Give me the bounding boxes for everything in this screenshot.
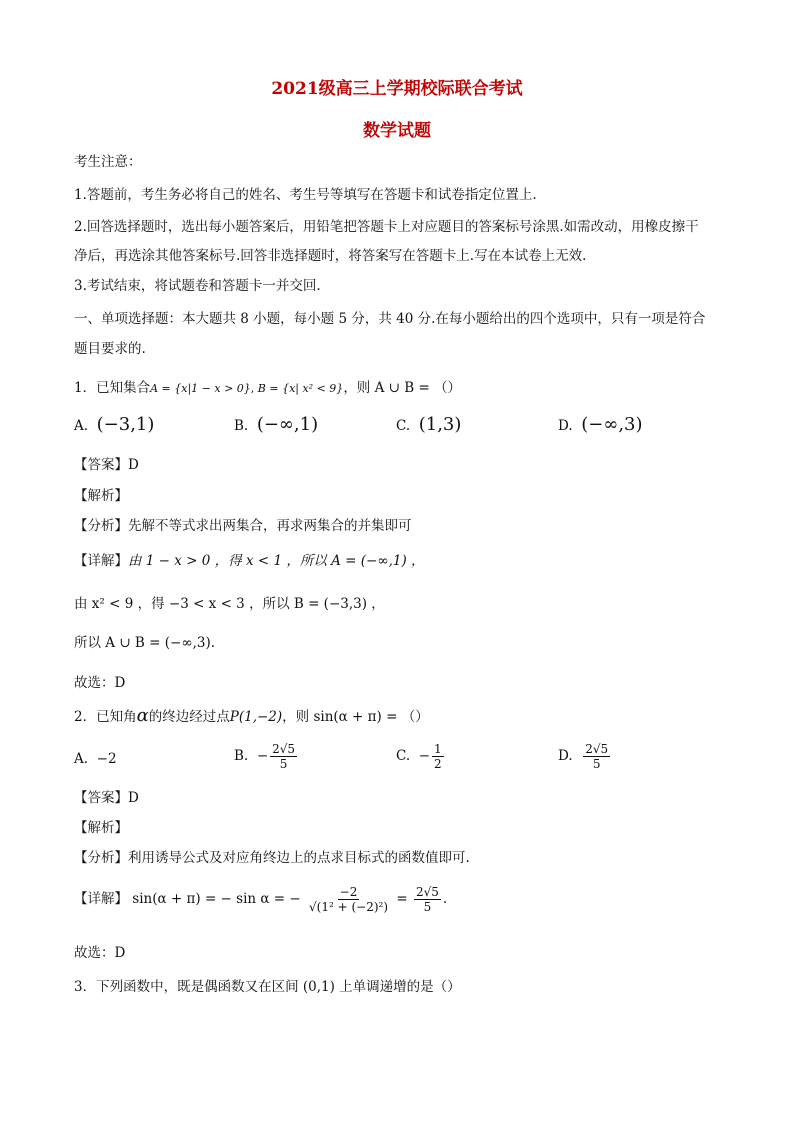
q1-detail-3: 所以 A ∪ B = (−∞,3). [74, 635, 216, 651]
question-1-ask: ，则 A ∪ B = （） [343, 380, 462, 396]
q1-option-c-value: (1,3) [418, 414, 462, 435]
notice-item-2-line-1: 2.回答选择题时，选出每小题答案后，用铅笔把答题卡上对应题目的答案标号涂黑.如需改动，用橡皮擦干 [74, 219, 699, 235]
q1-option-a-value: (−3,1) [96, 414, 155, 435]
q1-choose: 故选：D [74, 675, 126, 691]
question-1: 1．已知集合A = {x|1 − x > 0}, B = {x| x² < 9}，则 A ∪ B = （） [74, 380, 462, 396]
q1-option-b: B. (−∞,1) [234, 414, 319, 435]
exam-subtitle: 数学试题 [363, 121, 431, 141]
q1-answer: 【答案】D [74, 457, 139, 473]
q1-analysis-tag: 【解析】 [74, 488, 128, 504]
question-1-set-a: A = {x|1 − x > 0} [150, 382, 251, 395]
notice-item-1: 1.答题前，考生务必将自己的姓名、考生号等填写在答题卡和试卷指定位置上. [74, 187, 537, 203]
q2-answer: 【答案】D [74, 790, 139, 806]
notice-item-2-line-2: 净后，再选涂其他答案标号.回答非选择题时，将答案写在答题卡上.写在本试卷上无效. [74, 248, 587, 264]
q1-option-d-value: (−∞,3) [581, 414, 643, 435]
q2-option-c: C. − $\frac{1}{2}$ [396, 742, 442, 771]
q1-detail-2: 由 x² < 9 ，得 −3 < x < 3 ，所以 B = (−3,3) ， [74, 596, 385, 612]
q2-analysis-tag: 【解析】 [74, 820, 128, 836]
q1-option-c: C. (1,3) [396, 414, 462, 435]
q1-option-b-value: (−∞,1) [256, 414, 319, 435]
question-2: 2．已知角α的终边经过点P(1,−2)，则 sin(α + π) = （） [74, 705, 429, 726]
q2-option-a: A. −2 [74, 751, 117, 767]
q1-fenxi: 【分析】先解不等式求出两集合，再求两集合的并集即可 [74, 518, 412, 534]
exam-title: 2021级高三上学期校际联合考试 [271, 79, 523, 99]
q2-fenxi: 【分析】利用诱导公式及对应角终边上的点求目标式的函数值即可. [74, 850, 470, 866]
section-heading-line-1: 一、单项选择题：本大题共 8 小题，每小题 5 分，共 40 分.在每小题给出的四个选项中，只有一项是符合 [74, 311, 706, 327]
question-3: 3．下列函数中，既是偶函数又在区间 (0,1) 上单调递增的是（） [74, 979, 461, 995]
q2-detail: 【详解】 sin(α + π) = − sin α = − $\frac{-2}{\text{√(1² + (−2)²)}}$ = $\frac{2√5}{5}$ . [74, 885, 448, 914]
notice-item-3: 3.考试结束，将试题卷和答题卡一并交回. [74, 278, 321, 294]
q1-detail-1: 【详解】由 1 − x > 0 ，得 x < 1 ，所以 A = (−∞,1) ， [74, 553, 425, 569]
q1-option-d: D. (−∞,3) [558, 414, 643, 435]
q2-option-d: D. $\frac{2√5}{5}$ [558, 742, 609, 771]
notice-heading: 考生注意： [74, 154, 142, 170]
question-1-prefix: 1．已知集合 [74, 380, 151, 396]
q2-option-a-value: −2 [96, 751, 117, 767]
q1-option-a: A. (−3,1) [74, 414, 155, 435]
q2-option-b: B. − $\frac{2√5}{5}$ [234, 742, 296, 771]
section-heading-line-2: 题目要求的. [74, 341, 146, 357]
question-1-set-b: B = {x| x² < 9} [257, 382, 344, 395]
q2-choose: 故选：D [74, 945, 126, 961]
